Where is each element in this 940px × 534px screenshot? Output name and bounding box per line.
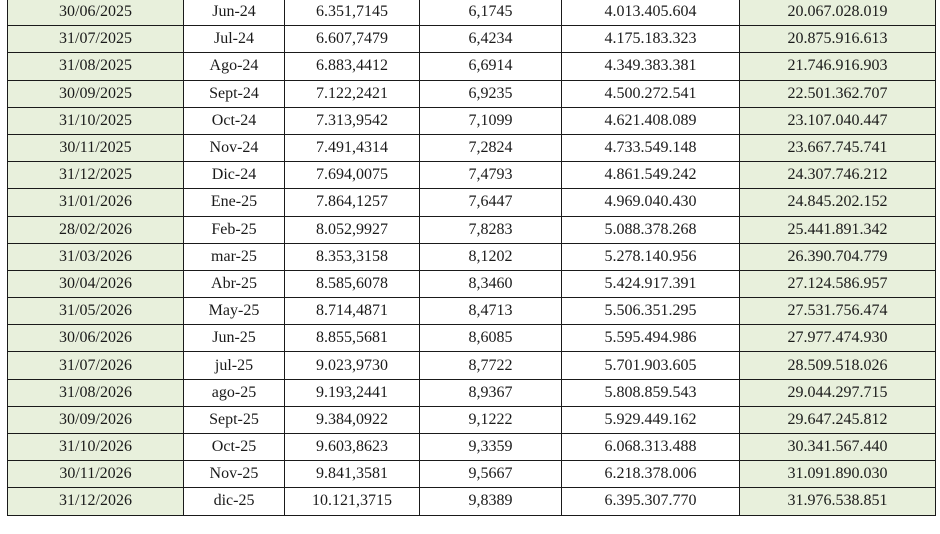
period-cell: Oct-24 bbox=[184, 107, 285, 134]
index-cell: 6.883,4412 bbox=[285, 53, 420, 80]
period-cell: ago-25 bbox=[184, 379, 285, 406]
date-cell: 31/07/2026 bbox=[8, 352, 184, 379]
data-table bbox=[7, 0, 936, 516]
amount-a-cell: 4.013.405.604 bbox=[562, 0, 740, 26]
amount-b-cell: 25.441.891.342 bbox=[740, 216, 936, 243]
period-cell: Ago-24 bbox=[184, 53, 285, 80]
amount-b-cell: 27.531.756.474 bbox=[740, 298, 936, 325]
index-cell: 7.864,1257 bbox=[285, 189, 420, 216]
index-cell: 6.351,7145 bbox=[285, 0, 420, 26]
table-row bbox=[8, 406, 936, 433]
period-cell: May-25 bbox=[184, 298, 285, 325]
amount-a-cell: 5.808.859.543 bbox=[562, 379, 740, 406]
index-cell: 8.714,4871 bbox=[285, 298, 420, 325]
amount-b-cell: 29.647.245.812 bbox=[740, 406, 936, 433]
period-cell: Nov-25 bbox=[184, 461, 285, 488]
rate-cell: 7,1099 bbox=[420, 107, 562, 134]
period-cell: Sept-25 bbox=[184, 406, 285, 433]
table-row bbox=[8, 379, 936, 406]
date-cell: 30/09/2026 bbox=[8, 406, 184, 433]
index-cell: 7.313,9542 bbox=[285, 107, 420, 134]
amount-b-cell: 28.509.518.026 bbox=[740, 352, 936, 379]
rate-cell: 8,4713 bbox=[420, 298, 562, 325]
index-cell: 9.603,8623 bbox=[285, 434, 420, 461]
rate-cell: 8,6085 bbox=[420, 325, 562, 352]
index-cell: 9.023,9730 bbox=[285, 352, 420, 379]
period-cell: Jul-24 bbox=[184, 26, 285, 53]
table-row bbox=[8, 352, 936, 379]
table-row bbox=[8, 488, 936, 515]
date-cell: 31/10/2025 bbox=[8, 107, 184, 134]
amount-b-cell: 27.124.586.957 bbox=[740, 270, 936, 297]
date-cell: 31/05/2026 bbox=[8, 298, 184, 325]
table-row bbox=[8, 107, 936, 134]
amount-b-cell: 22.501.362.707 bbox=[740, 80, 936, 107]
index-cell: 9.841,3581 bbox=[285, 461, 420, 488]
amount-b-cell: 23.667.745.741 bbox=[740, 134, 936, 161]
date-cell: 31/03/2026 bbox=[8, 243, 184, 270]
date-cell: 31/08/2025 bbox=[8, 53, 184, 80]
amount-b-cell: 30.341.567.440 bbox=[740, 434, 936, 461]
rate-cell: 6,9235 bbox=[420, 80, 562, 107]
amount-a-cell: 5.595.494.986 bbox=[562, 325, 740, 352]
table-row bbox=[8, 434, 936, 461]
amount-a-cell: 4.349.383.381 bbox=[562, 53, 740, 80]
rate-cell: 6,4234 bbox=[420, 26, 562, 53]
date-cell: 31/10/2026 bbox=[8, 434, 184, 461]
table-row bbox=[8, 26, 936, 53]
index-cell: 9.384,0922 bbox=[285, 406, 420, 433]
date-cell: 31/07/2025 bbox=[8, 26, 184, 53]
period-cell: jul-25 bbox=[184, 352, 285, 379]
date-cell: 30/06/2025 bbox=[8, 0, 184, 26]
rate-cell: 6,1745 bbox=[420, 0, 562, 26]
table-row bbox=[8, 298, 936, 325]
amount-b-cell: 20.067.028.019 bbox=[740, 0, 936, 26]
rate-cell: 8,7722 bbox=[420, 352, 562, 379]
period-cell: Sept-24 bbox=[184, 80, 285, 107]
date-cell: 31/01/2026 bbox=[8, 189, 184, 216]
date-cell: 31/08/2026 bbox=[8, 379, 184, 406]
amount-b-cell: 24.845.202.152 bbox=[740, 189, 936, 216]
rate-cell: 9,5667 bbox=[420, 461, 562, 488]
date-cell: 30/06/2026 bbox=[8, 325, 184, 352]
index-cell: 8.052,9927 bbox=[285, 216, 420, 243]
period-cell: Oct-25 bbox=[184, 434, 285, 461]
index-cell: 7.491,4314 bbox=[285, 134, 420, 161]
rate-cell: 7,8283 bbox=[420, 216, 562, 243]
date-cell: 31/12/2026 bbox=[8, 488, 184, 515]
table-row bbox=[8, 134, 936, 161]
amount-a-cell: 4.500.272.541 bbox=[562, 80, 740, 107]
table-row bbox=[8, 80, 936, 107]
period-cell: Feb-25 bbox=[184, 216, 285, 243]
table-row bbox=[8, 53, 936, 80]
date-cell: 31/12/2025 bbox=[8, 162, 184, 189]
date-cell: 30/11/2026 bbox=[8, 461, 184, 488]
period-cell: Abr-25 bbox=[184, 270, 285, 297]
amount-a-cell: 4.861.549.242 bbox=[562, 162, 740, 189]
table-row bbox=[8, 270, 936, 297]
table-row bbox=[8, 162, 936, 189]
amount-b-cell: 31.091.890.030 bbox=[740, 461, 936, 488]
rate-cell: 8,1202 bbox=[420, 243, 562, 270]
amount-a-cell: 5.506.351.295 bbox=[562, 298, 740, 325]
amount-a-cell: 5.424.917.391 bbox=[562, 270, 740, 297]
amount-a-cell: 4.175.183.323 bbox=[562, 26, 740, 53]
date-cell: 28/02/2026 bbox=[8, 216, 184, 243]
rate-cell: 7,6447 bbox=[420, 189, 562, 216]
table-row bbox=[8, 189, 936, 216]
rate-cell: 9,3359 bbox=[420, 434, 562, 461]
amount-b-cell: 21.746.916.903 bbox=[740, 53, 936, 80]
table-row bbox=[8, 216, 936, 243]
amount-a-cell: 4.969.040.430 bbox=[562, 189, 740, 216]
amount-b-cell: 20.875.916.613 bbox=[740, 26, 936, 53]
amount-a-cell: 5.088.378.268 bbox=[562, 216, 740, 243]
rate-cell: 9,1222 bbox=[420, 406, 562, 433]
date-cell: 30/04/2026 bbox=[8, 270, 184, 297]
amount-a-cell: 4.621.408.089 bbox=[562, 107, 740, 134]
table-row bbox=[8, 243, 936, 270]
amount-a-cell: 5.929.449.162 bbox=[562, 406, 740, 433]
amount-b-cell: 26.390.704.779 bbox=[740, 243, 936, 270]
amount-a-cell: 6.068.313.488 bbox=[562, 434, 740, 461]
amount-a-cell: 4.733.549.148 bbox=[562, 134, 740, 161]
period-cell: Nov-24 bbox=[184, 134, 285, 161]
amount-a-cell: 5.278.140.956 bbox=[562, 243, 740, 270]
period-cell: Jun-24 bbox=[184, 0, 285, 26]
table-row bbox=[8, 325, 936, 352]
amount-b-cell: 31.976.538.851 bbox=[740, 488, 936, 515]
period-cell: dic-25 bbox=[184, 488, 285, 515]
index-cell: 7.122,2421 bbox=[285, 80, 420, 107]
index-cell: 6.607,7479 bbox=[285, 26, 420, 53]
index-cell: 8.585,6078 bbox=[285, 270, 420, 297]
table-row bbox=[8, 0, 936, 26]
rate-cell: 6,6914 bbox=[420, 53, 562, 80]
index-cell: 8.353,3158 bbox=[285, 243, 420, 270]
index-cell: 10.121,3715 bbox=[285, 488, 420, 515]
amount-b-cell: 23.107.040.447 bbox=[740, 107, 936, 134]
amount-b-cell: 27.977.474.930 bbox=[740, 325, 936, 352]
date-cell: 30/09/2025 bbox=[8, 80, 184, 107]
amount-b-cell: 24.307.746.212 bbox=[740, 162, 936, 189]
rate-cell: 8,3460 bbox=[420, 270, 562, 297]
amount-a-cell: 6.395.307.770 bbox=[562, 488, 740, 515]
rate-cell: 8,9367 bbox=[420, 379, 562, 406]
amount-b-cell: 29.044.297.715 bbox=[740, 379, 936, 406]
rate-cell: 9,8389 bbox=[420, 488, 562, 515]
date-cell: 30/11/2025 bbox=[8, 134, 184, 161]
table-body bbox=[8, 0, 936, 515]
period-cell: mar-25 bbox=[184, 243, 285, 270]
period-cell: Jun-25 bbox=[184, 325, 285, 352]
amount-a-cell: 5.701.903.605 bbox=[562, 352, 740, 379]
index-cell: 8.855,5681 bbox=[285, 325, 420, 352]
rate-cell: 7,2824 bbox=[420, 134, 562, 161]
period-cell: Dic-24 bbox=[184, 162, 285, 189]
amount-a-cell: 6.218.378.006 bbox=[562, 461, 740, 488]
table-row bbox=[8, 461, 936, 488]
index-cell: 9.193,2441 bbox=[285, 379, 420, 406]
rate-cell: 7,4793 bbox=[420, 162, 562, 189]
index-cell: 7.694,0075 bbox=[285, 162, 420, 189]
period-cell: Ene-25 bbox=[184, 189, 285, 216]
